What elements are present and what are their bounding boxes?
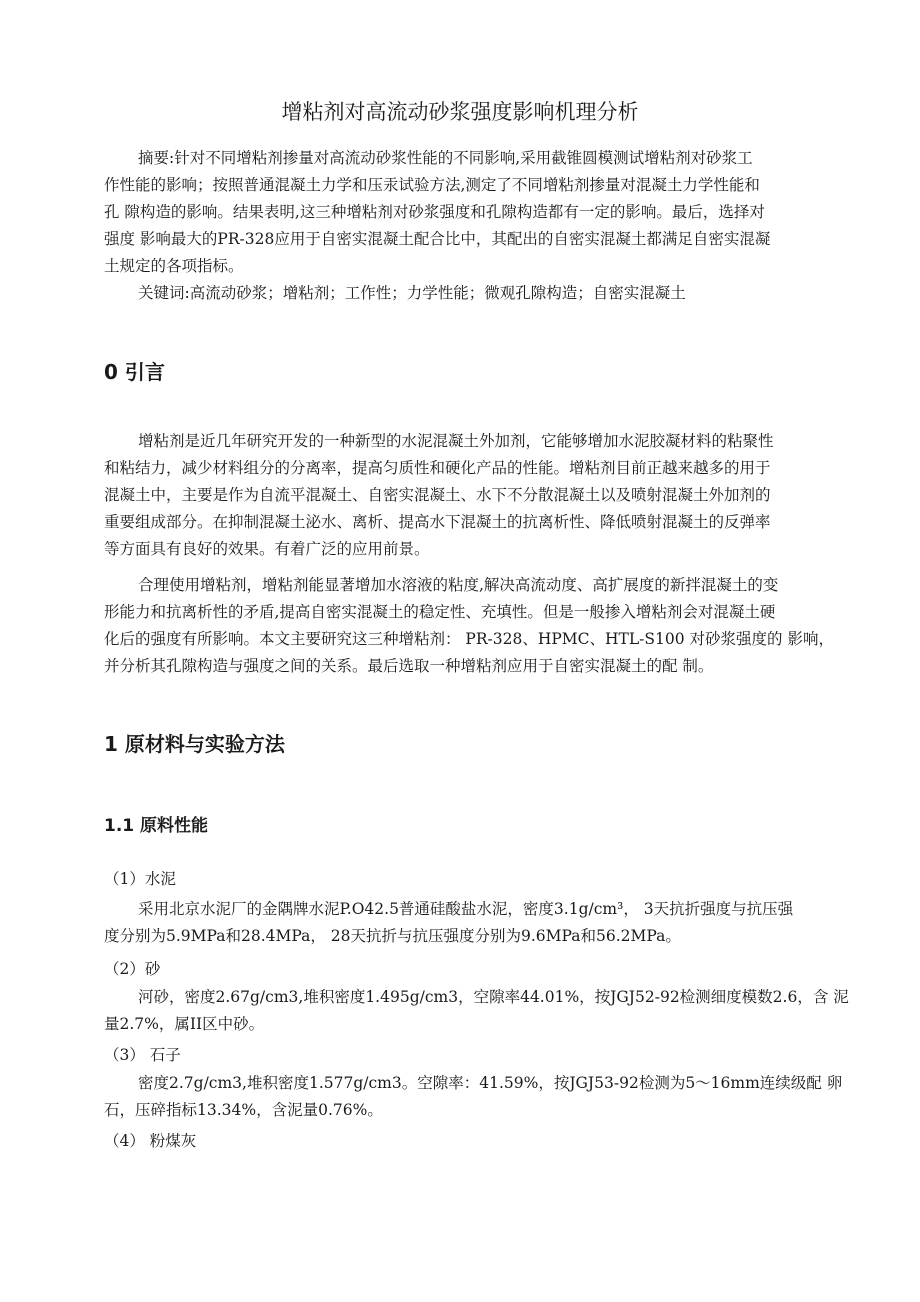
item-label-sand: （2）砂 — [104, 960, 161, 978]
item-label-fly-ash: （4） 粉煤灰 — [104, 1132, 197, 1150]
paragraph-line: 增粘剂是近几年研究开发的一种新型的水泥混凝土外加剂，它能够增加水泥胶凝材料的粘聚性 — [138, 432, 774, 450]
paragraph-line: 采用北京水泥厂的金隅牌水泥P.O42.5普通硅酸盐水泥，密度3.1g/cm³， 3天抗折强度与抗压强 — [138, 900, 794, 918]
stone-description — [104, 1070, 843, 1124]
abstract — [104, 145, 824, 307]
abstract-line: 孔 隙构造的影响。结果表明,这三种增粘剂对砂浆强度和孔隙构造都有一定的影响。最后，选择对 — [104, 203, 765, 221]
paragraph-line: 形能力和抗离析性的矛盾,提高自密实混凝土的稳定性、充填性。但是一般掺入增粘剂会对混凝土硬 — [104, 603, 776, 621]
abstract-line: 摘要:针对不同增粘剂掺量对高流动砂浆性能的不同影响,采用截锥圆模测试增粘剂对砂浆工 — [138, 149, 753, 167]
abstract-line: 土规定的各项指标。 — [104, 257, 244, 275]
paragraph-line: 合理使用增粘剂，增粘剂能显著增加水溶液的粘度,解决高流动度、高扩展度的新拌混凝土的变 — [138, 576, 779, 594]
abstract-line: 作性能的影响；按照普通混凝土力学和压汞试验方法,测定了不同增粘剂掺量对混凝土力学性能和 — [104, 176, 760, 194]
paragraph-line: 混凝土中，主要是作为自流平混凝土、自密实混凝土、水下不分散混凝土以及喷射混凝土外加剂的 — [104, 486, 771, 504]
subsection-heading-raw-materials: 1.1 原料性能 — [104, 816, 209, 836]
document-title: 增粘剂对高流动砂浆强度影响机理分析 — [281, 100, 639, 124]
paragraph-line: 密度2.7g/cm3,堆积密度1.577g/cm3。空隙率：41.59%，按JGJ53-92检测为5～16mm连续级配 卵 — [138, 1074, 843, 1092]
paragraph-line: 化后的强度有所影响。本文主要研究这三种增粘剂： PR-328、HPMC、HTL-S100 对砂浆强度的 影响， — [104, 630, 834, 648]
item-label-cement: （1）水泥 — [104, 870, 176, 888]
intro-paragraph-1 — [104, 428, 824, 563]
section-heading-introduction: 0 引言 — [104, 360, 165, 384]
paragraph-line: 量2.7%，属II区中砂。 — [104, 1015, 265, 1033]
paragraph-line: 并分析其孔隙构造与强度之间的关系。最后选取一种增粘剂应用于自密实混凝土的配 制。 — [104, 657, 714, 675]
item-label-stone: （3） 石子 — [104, 1046, 181, 1064]
paragraph-line: 河砂，密度2.67g/cm3,堆积密度1.495g/cm3，空隙率44.01%，按JGJ52-92检测细度模数2.6，含 泥 — [138, 988, 849, 1006]
paragraph-line: 重要组成部分。在抑制混凝土泌水、离析、提高水下混凝土的抗离析性、降低喷射混凝土的反弹率 — [104, 513, 771, 531]
paragraph-line: 等方面具有良好的效果。有着广泛的应用前景。 — [104, 540, 430, 558]
sand-description — [104, 984, 849, 1038]
intro-paragraph-2 — [104, 572, 834, 680]
paragraph-line: 度分别为5.9MPa和28.4MPa， 28天抗折与抗压强度分别为9.6MPa和56.2MPa。 — [104, 927, 681, 945]
paragraph-line: 和粘结力，减少材料组分的分离率，提高匀质性和硬化产品的性能。增粘剂目前正越来越多的用于 — [104, 459, 771, 477]
keywords: 关键词:高流动砂浆；增粘剂；工作性；力学性能；微观孔隙构造；自密实混凝土 — [138, 284, 686, 302]
paragraph-line: 石，压碎指标13.34%，含泥量0.76%。 — [104, 1101, 383, 1119]
section-heading-materials: 1 原材料与实验方法 — [104, 732, 285, 756]
cement-description — [104, 896, 824, 950]
abstract-line: 强度 影响最大的PR-328应用于自密实混凝土配合比中，其配出的自密实混凝土都满足自密实混凝 — [104, 230, 771, 248]
